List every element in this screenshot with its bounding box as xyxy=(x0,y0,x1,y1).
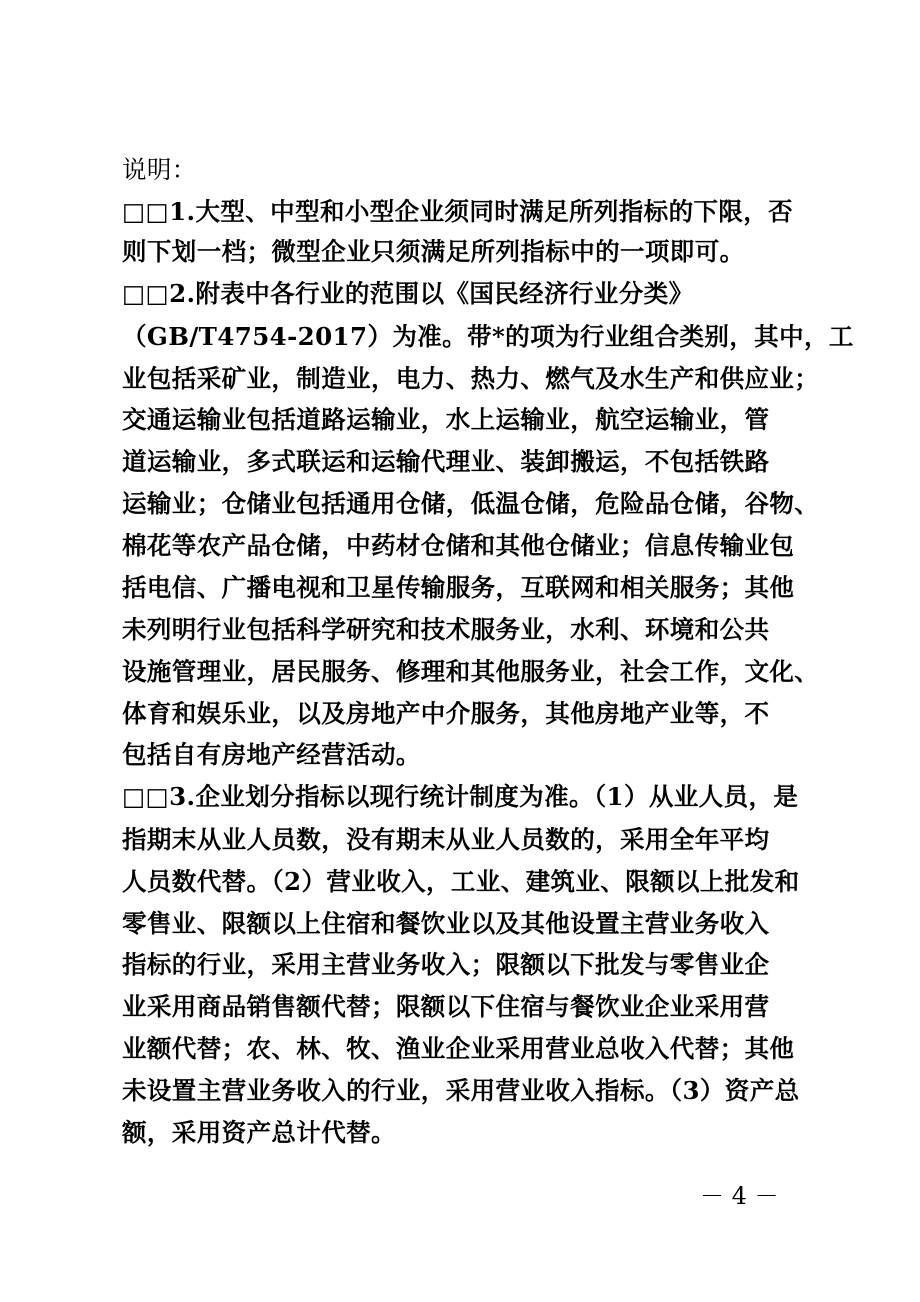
paragraph-line: 道运输业，多式联运和运输代理业、装卸搬运，不包括铁路 xyxy=(122,447,770,476)
paragraph-line: 业包括采矿业，制造业，电力、热力、燃气及水生产和供应业； xyxy=(122,364,820,393)
paragraph-line: 设施管理业，居民服务、修理和其他服务业，社会工作，文化、 xyxy=(122,657,820,686)
paragraph-line: 人员数代替。（2）营业收入，工业、建筑业、限额以上批发和 xyxy=(122,867,800,896)
page-number: － 4 － xyxy=(700,1182,779,1210)
paragraph-line: 棉花等农产品仓储，中药材仓储和其他仓储业；信息传输业包 xyxy=(122,531,795,560)
heading: 说明： xyxy=(122,155,197,184)
paragraph-line: 未列明行业包括科学研究和技术服务业，水利、环境和公共 xyxy=(122,615,770,644)
paragraph-line: 额，采用资产总计代替。 xyxy=(122,1118,396,1147)
paragraph-line: 则下划一档；微型企业只须满足所列指标中的一项即可。 xyxy=(122,237,745,266)
paragraph-line: □□3.企业划分指标以现行统计制度为准。（1）从业人员，是 xyxy=(122,782,799,811)
paragraph-line: □□1.大型、中型和小型企业须同时满足所列指标的下限，否 xyxy=(122,197,794,226)
paragraph-line: 业额代替；农、林、牧、渔业企业采用营业总收入代替；其他 xyxy=(122,1034,795,1063)
paragraph-line: 体育和娱乐业，以及房地产中介服务，其他房地产业等，不 xyxy=(122,699,770,728)
paragraph-line: 未设置主营业务收入的行业，采用营业收入指标。（3）资产总 xyxy=(122,1076,800,1105)
paragraph-line: 交通运输业包括道路运输业，水上运输业，航空运输业，管 xyxy=(122,405,770,434)
paragraph-line: 指期末从业人员数，没有期末从业人员数的，采用全年平均 xyxy=(122,825,770,854)
paragraph-line: 业采用商品销售额代替；限额以下住宿与餐饮业企业采用营 xyxy=(122,992,770,1021)
paragraph-line: 包括自有房地产经营活动。 xyxy=(122,740,421,769)
paragraph-line: 括电信、广播电视和卫星传输服务，互联网和相关服务；其他 xyxy=(122,573,795,602)
paragraph-line: 零售业、限额以上住宿和餐饮业以及其他设置主营业务收入 xyxy=(122,909,770,938)
paragraph-line: （GB/T4754-2017）为准。带*的项为行业组合类别，其中，工 xyxy=(122,322,854,351)
paragraph-line: □□2.附表中各行业的范围以《国民经济行业分类》 xyxy=(122,279,694,308)
paragraph-line: 指标的行业，采用主营业务收入；限额以下批发与零售业企 xyxy=(122,950,770,979)
paragraph-line: 运输业；仓储业包括通用仓储，低温仓储，危险品仓储，谷物、 xyxy=(122,489,820,518)
